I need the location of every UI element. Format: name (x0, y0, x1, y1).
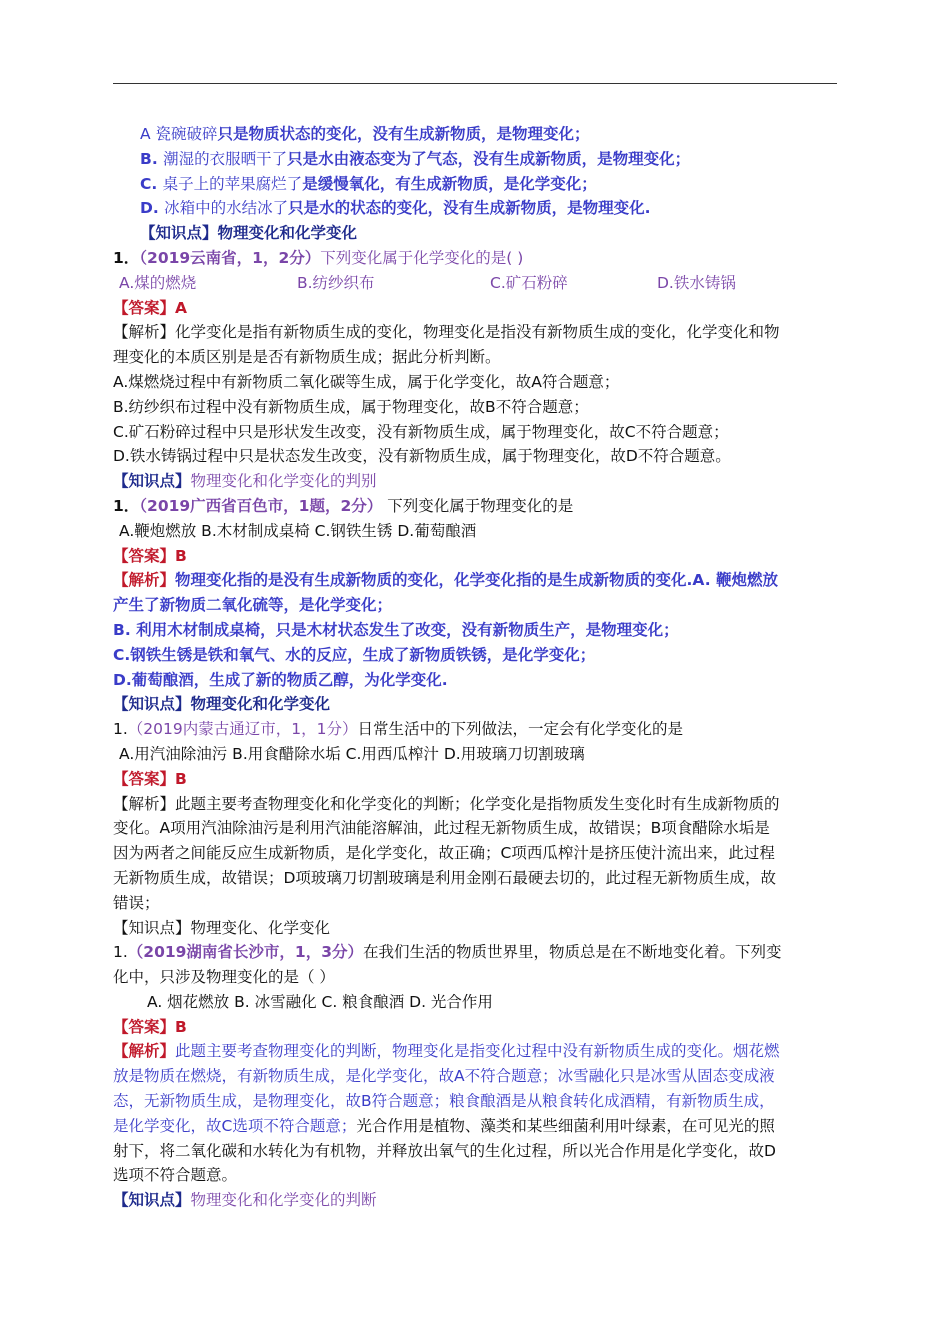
q1-analysis-6: D.铁水铸锅过程中只是状态发生改变，没有新物质生成，属于物理变化，故D不符合题意。 (113, 447, 731, 466)
q1-analysis-2: 理变化的本质区别是是否有新物质生成；据此分析判断。 (113, 348, 501, 367)
q3-analysis-5: 错误； (113, 893, 160, 912)
q1-options (113, 271, 837, 296)
q2-options: A.鞭炮燃放 B.木材制成桌椅 C.钢铁生锈 D.葡萄酿酒 (119, 521, 477, 540)
q2-analysis-1: 【解析】物理变化指的是没有生成新物质的变化，化学变化指的是生成新物质的变化.A. 鞭炮燃放 (113, 571, 778, 590)
q3-answer: 【答案】B (113, 769, 187, 788)
q3-options: A.用汽油除油污 B.用食醋除水垢 C.用西瓜榨汁 D.用玻璃刀切割玻璃 (119, 744, 585, 763)
prev-knowledge-point: 【知识点】物理变化和化学变化 (140, 224, 358, 243)
q1-option-a: A.煤的燃烧 (119, 273, 197, 292)
q3-analysis-3: 因为两者之间能反应生成新物质，是化学变化，故正确；C项西瓜榨汁是挤压使汁流出来，此过程 (113, 844, 775, 863)
prev-option-b: B. 潮湿的衣服晒干了只是水由液态变为了气态，没有生成新物质，是物理变化； (140, 149, 691, 168)
q1-option-b: B.纺纱织布 (297, 273, 375, 292)
q2-analysis-3: B. 利用木材制成桌椅，只是木材状态发生了改变，没有新物质生产，是物理变化； (113, 620, 679, 639)
q3-knowledge-point: 【知识点】物理变化、化学变化 (113, 918, 331, 937)
q1-knowledge-point: 【知识点】物理变化和化学变化的判别 (113, 472, 377, 491)
q3-analysis-1: 【解析】此题主要考查物理变化和化学变化的判断；化学变化是指物质发生变化时有生成新物质的 (113, 794, 780, 813)
q1-analysis-1: 【解析】化学变化是指有新物质生成的变化，物理变化是指没有新物质生成的变化，化学变化和物 (113, 323, 780, 342)
q3-stem: 1.（2019内蒙古通辽市，1，1分）日常生活中的下列做法，一定会有化学变化的是 (113, 720, 683, 739)
q1-analysis-3: A.煤燃烧过程中有新物质二氧化碳等生成，属于化学变化，故A符合题意； (113, 372, 620, 391)
q4-knowledge-point: 【知识点】物理变化和化学变化的判断 (113, 1191, 377, 1210)
q2-stem: 1．（2019广西省百色市，1题，2分） 下列变化属于物理变化的是 (113, 496, 574, 515)
q1-analysis-4: B.纺纱织布过程中没有新物质生成，属于物理变化，故B不符合题意； (113, 397, 589, 416)
q4-analysis-6: 选项不符合题意。 (113, 1166, 238, 1185)
q4-analysis-1: 【解析】此题主要考查物理变化的判断，物理变化是指变化过程中没有新物质生成的变化。烟花燃 (113, 1042, 780, 1061)
q1-option-c: C.矿石粉碎 (490, 273, 568, 292)
q3-analysis-4: 无新物质生成，故错误；D项玻璃刀切割玻璃是利用金刚石最硬去切的，此过程无新物质生成，故 (113, 868, 776, 887)
q4-answer: 【答案】B (113, 1017, 187, 1036)
q4-stem-2: 化中，只涉及物理变化的是（ ） (113, 968, 335, 987)
q4-analysis-2: 放是物质在燃烧，有新物质生成，是化学变化，故A不符合题意；冰雪融化只是冰雪从固态变成液 (113, 1067, 775, 1086)
q4-stem-1: 1.（2019湖南省长沙市，1，3分）在我们生活的物质世界里，物质总是在不断地变化着。下列变 (113, 943, 782, 962)
prev-option-d: D. 冰箱中的水结冰了只是水的状态的变化，没有生成新物质，是物理变化. (140, 199, 651, 218)
q2-knowledge-point: 【知识点】物理变化和化学变化 (113, 695, 331, 714)
q1-analysis-5: C.矿石粉碎过程中只是形状发生改变，没有新物质生成，属于物理变化，故C不符合题意； (113, 422, 729, 441)
q2-analysis-2: 产生了新物质二氧化硫等，是化学变化； (113, 596, 393, 615)
q1-stem: 1．（2019云南省，1，2分）下列变化属于化学变化的是( ) (113, 248, 524, 267)
q1-answer: 【答案】A (113, 298, 187, 317)
q1-option-d: D.铁水铸锅 (657, 273, 736, 292)
q2-answer: 【答案】B (113, 546, 187, 565)
q2-analysis-5: D.葡萄酿酒，生成了新的物质乙醇，为化学变化. (113, 670, 448, 689)
q2-analysis-4: C.钢铁生锈是铁和氧气、水的反应，生成了新物质铁锈，是化学变化； (113, 645, 596, 664)
q3-analysis-2: 变化。A项用汽油除油污是利用汽油能溶解油，此过程无新物质生成，故错误；B项食醋除水垢是 (113, 819, 770, 838)
document-body (113, 122, 837, 1213)
prev-option-c: C. 桌子上的苹果腐烂了是缓慢氧化，有生成新物质，是化学变化； (140, 174, 597, 193)
prev-option-a: A 瓷碗破碎只是物质状态的变化，没有生成新物质，是物理变化； (140, 125, 590, 143)
q4-options: A. 烟花燃放 B. 冰雪融化 C. 粮食酿酒 D. 光合作用 (147, 992, 493, 1011)
q4-analysis-4: 是化学变化，故C选项不符合题意；光合作用是植物、藻类和某些细菌利用叶绿素，在可见光的照 (113, 1116, 775, 1135)
q4-analysis-5: 射下，将二氧化碳和水转化为有机物，并释放出氧气的生化过程，所以光合作用是化学变化，故D (113, 1141, 776, 1160)
q4-analysis-3: 态，无新物质生成，是物理变化，故B符合题意；粮食酿酒是从粮食转化成酒精，有新物质生成， (113, 1092, 775, 1111)
header-rule (113, 83, 837, 84)
